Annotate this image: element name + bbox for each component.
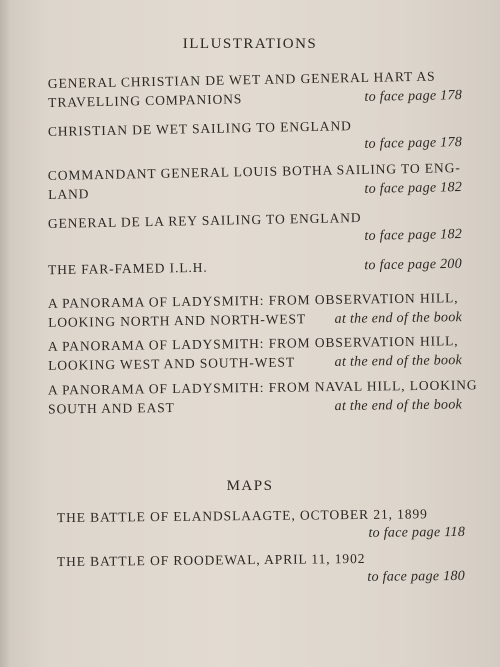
entry-title-line-1: A PANORAMA OF LADYSMITH: FROM OBSERVATION HILL, <box>47 290 459 311</box>
entry-title-line-1: A PANORAMA OF LADYSMITH: FROM NAVAL HILL, LOOKING <box>47 377 478 398</box>
entry-page-ref: to face page 182 <box>364 227 463 244</box>
entry-title: THE BATTLE OF ELANDSLAAGTE, OCTOBER 21, 1899 <box>56 506 428 526</box>
entry-title-line-2: SOUTH AND EAST <box>48 399 175 417</box>
entry-title-line-1: GENERAL CHRISTIAN DE WET AND GENERAL HART AS <box>47 68 436 91</box>
illustration-entry <box>47 375 478 419</box>
entry-title-line-2: LOOKING NORTH AND NORTH-WEST <box>48 311 307 330</box>
entry-page-ref: to face page 178 <box>364 88 463 105</box>
illustration-entry <box>48 158 463 205</box>
entry-page-ref: to face page 200 <box>364 256 463 274</box>
illustration-entry <box>48 66 463 113</box>
page-fold-shadow <box>0 0 10 667</box>
entry-title-line-2: LOOKING WEST AND SOUTH-WEST <box>48 354 296 373</box>
illustration-entry <box>48 206 463 252</box>
entry-title: CHRISTIAN DE WET SAILING TO ENGLAND <box>47 118 352 139</box>
entry-title-line-2: TRAVELLING COMPANIONS <box>48 91 243 110</box>
entry-page-ref: to face page 178 <box>364 135 463 152</box>
entry-title-line-1: A PANORAMA OF LADYSMITH: FROM OBSERVATION HILL, <box>47 333 459 354</box>
illustration-entry <box>48 254 462 281</box>
map-entry <box>57 548 465 590</box>
entry-page-ref: to face page 180 <box>367 568 466 585</box>
entry-page-ref: at the end of the book <box>334 310 463 327</box>
entry-page-ref: at the end of the book <box>334 397 463 415</box>
entry-page-ref: to face page 182 <box>364 180 463 197</box>
entry-title: THE BATTLE OF ROODEWAL, APRIL 11, 1902 <box>56 550 366 570</box>
entry-page-ref: at the end of the book <box>334 353 463 370</box>
illustration-entry <box>48 288 463 333</box>
map-entry <box>57 504 465 546</box>
maps-heading: MAPS <box>226 478 274 494</box>
entry-page-ref: to face page 118 <box>368 524 466 541</box>
entry-title-line-2: LAND <box>48 186 90 202</box>
illustrations-heading: ILLUSTRATIONS <box>182 36 318 52</box>
illustration-entry <box>48 114 463 160</box>
illustration-entry <box>48 331 463 376</box>
entry-title-line-1: COMMANDANT GENERAL LOUIS BOTHA SAILING TO ENG- <box>47 160 461 183</box>
entry-title: GENERAL DE LA REY SAILING TO ENGLAND <box>47 209 362 231</box>
entry-title: THE FAR-FAMED I.L.H. <box>47 259 208 278</box>
